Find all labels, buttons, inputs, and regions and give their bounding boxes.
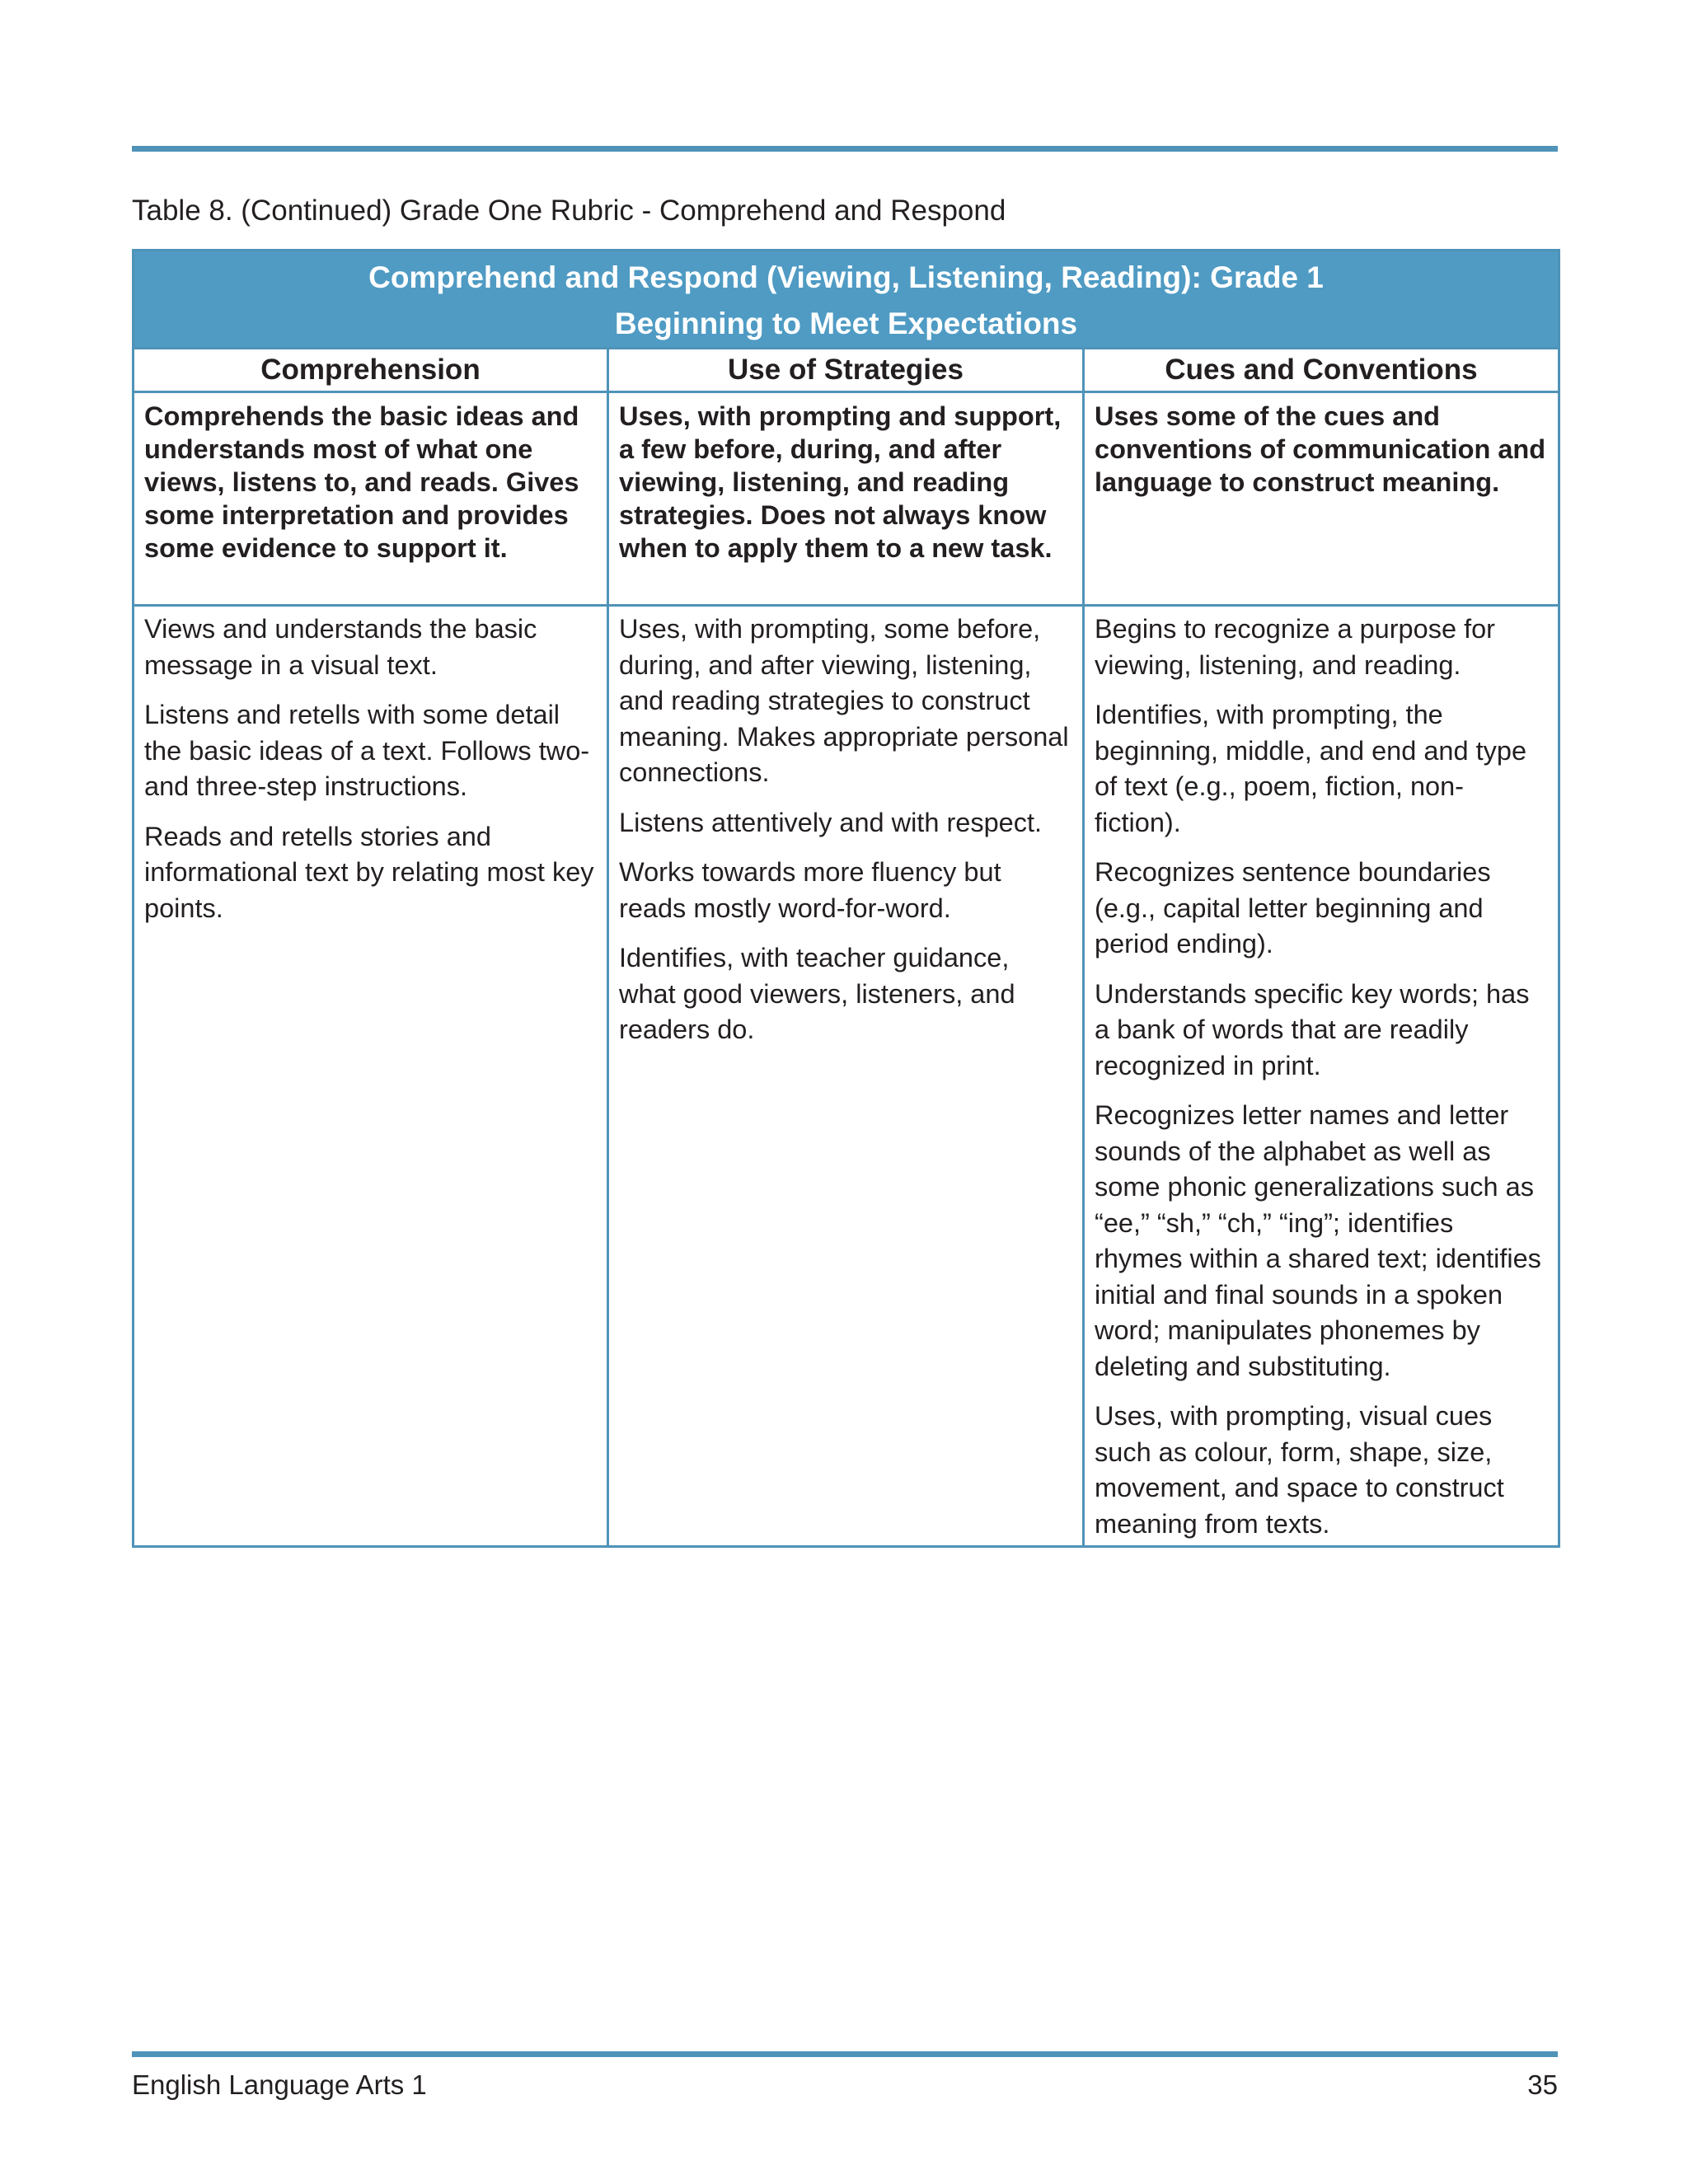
detail-item: Listens attentively and with respect. — [619, 807, 1043, 837]
banner-title: Comprehend and Respond (Viewing, Listening, Reading): Grade 1 — [368, 260, 1324, 294]
detail-item: Understands specific key words; has a bank of words that are readily recognized in print. — [1095, 978, 1530, 1080]
details-cues-and-conventions — [1084, 606, 1559, 1547]
details-row — [134, 606, 1559, 1547]
detail-item: Uses, with prompting, some before, during, and after viewing, listening, and reading strategies to construct meaning. Makes appropriate personal connections. — [619, 614, 1069, 787]
banner-row — [134, 251, 1559, 349]
detail-item: Begins to recognize a purpose for viewing, listening, and reading. — [1095, 614, 1495, 680]
top-rule — [132, 146, 1558, 152]
footer-title: English Language Arts 1 — [132, 2069, 427, 2100]
column-header-cues-and-conventions: Cues and Conventions — [1084, 349, 1559, 392]
detail-item: Recognizes sentence boundaries (e.g., capital letter beginning and period ending). — [1095, 857, 1491, 958]
detail-item: Works towards more fluency but reads mostly word-for-word. — [619, 857, 1001, 923]
column-header-comprehension: Comprehension — [134, 349, 608, 392]
page-number: 35 — [1527, 2069, 1558, 2100]
detail-item: Identifies, with prompting, the beginning, middle, and end and type of text (e.g., poem, fiction, non-fiction). — [1095, 700, 1527, 837]
detail-item: Listens and retells with some detail the basic ideas of a text. Follows two- and three-step instructions. — [144, 700, 590, 801]
column-header-row — [134, 349, 1559, 392]
banner-subtitle: Beginning to Meet Expectations — [614, 307, 1078, 340]
detail-item: Recognizes letter names and letter sounds of the alphabet as well as some phonic generalizations such as “ee,” “sh,” “ch,” “ing”; identifies rhymes within a shared text; identifies initial and final sounds in a spoken word; manipulates phonemes by deleting and substituting. — [1095, 1100, 1541, 1381]
detail-item: Identifies, with teacher guidance, what good viewers, listeners, and readers do. — [619, 943, 1015, 1044]
table-banner — [134, 251, 1559, 349]
detail-item: Reads and retells stories and informational text by relating most key points. — [144, 821, 594, 923]
column-header-use-of-strategies: Use of Strategies — [608, 349, 1084, 392]
summary-row — [134, 392, 1559, 606]
detail-item: Views and understands the basic message in a visual text. — [144, 614, 537, 680]
summary-use-of-strategies: Uses, with prompting and support, a few before, during, and after viewing, listening, and reading strategies. Does not always know when to apply them to a new task. — [608, 392, 1084, 606]
details-comprehension — [134, 606, 608, 1547]
table-caption: Table 8. (Continued) Grade One Rubric - Comprehend and Respond — [132, 194, 1006, 227]
summary-comprehension: Comprehends the basic ideas and understands most of what one views, listens to, and reads. Gives some interpretation and provides some evidence to support it. — [134, 392, 608, 606]
summary-cues-and-conventions: Uses some of the cues and conventions of communication and language to construct meaning. — [1084, 392, 1559, 606]
details-use-of-strategies — [608, 606, 1084, 1547]
bottom-rule — [132, 2051, 1558, 2057]
detail-item: Uses, with prompting, visual cues such as colour, form, shape, size, movement, and space to construct meaning from texts. — [1095, 1401, 1504, 1539]
rubric-table — [132, 249, 1560, 1548]
